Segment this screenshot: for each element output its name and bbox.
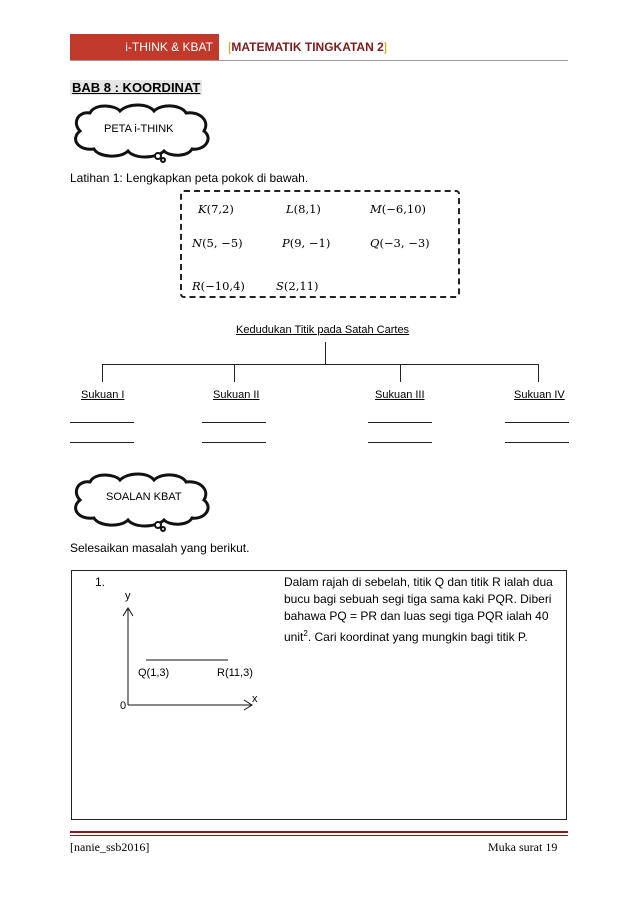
tree-branch-4 xyxy=(538,364,539,382)
branch-sukuan-3: Sukuan III xyxy=(375,389,425,401)
footer-author: [nanie_ssb2016] xyxy=(70,840,150,854)
answer-line[interactable] xyxy=(70,422,134,423)
point-l: L(8,1) xyxy=(286,202,321,216)
branch-sukuan-4: Sukuan IV xyxy=(514,389,565,401)
header-title: [MATEMATIK TINGKATAN 2] xyxy=(228,40,388,54)
tree-branch-3 xyxy=(400,364,401,382)
answer-line[interactable] xyxy=(368,422,432,423)
tree-branch-1 xyxy=(102,364,103,382)
page-number: Muka surat 19 xyxy=(488,840,558,854)
point-m: M(−6,10) xyxy=(370,202,426,216)
kbat-intro: Selesaikan masalah yang berikut. xyxy=(70,541,250,555)
axis-y-label: y xyxy=(125,590,131,602)
point-r: R(−10,4) xyxy=(192,279,245,293)
footer-divider-thin xyxy=(70,835,568,836)
answer-line[interactable] xyxy=(202,422,266,423)
answer-line[interactable] xyxy=(368,442,432,443)
branch-sukuan-2: Sukuan II xyxy=(213,389,260,401)
point-q: Q(−3, −3) xyxy=(370,236,430,250)
point-p: P(9, −1) xyxy=(282,236,331,250)
origin-label: 0 xyxy=(120,700,127,712)
point-n: N(5, −5) xyxy=(192,236,243,250)
chapter-title: BAB 8 : KOORDINAT xyxy=(72,80,201,95)
point-q-label: Q(1,3) xyxy=(138,667,170,679)
header-tag: i-THINK & KBAT xyxy=(70,34,219,60)
exercise-intro: Latihan 1: Lengkapkan peta pokok di bawah. xyxy=(70,171,309,185)
question-number: 1. xyxy=(95,575,106,589)
footer-divider xyxy=(70,831,568,833)
bubble2-label: SOALAN KBAT xyxy=(106,491,182,503)
question-text: Dalam rajah di sebelah, titik Q dan titik R ialah dua bucu bagi sebuah segi tiga sama kaki PQR. Diberi bahawa PQ = PR dan luas segi tiga PQR ialah 40 unit$^2$. Cari koordinat yang mungkin bagi titik P. xyxy=(284,575,553,644)
point-s: S(2,11) xyxy=(276,279,319,293)
answer-line[interactable] xyxy=(70,442,134,443)
tree-branch-2 xyxy=(234,364,235,382)
bubble1-label: PETA i-THINK xyxy=(104,123,174,135)
answer-line[interactable] xyxy=(505,422,569,423)
tree-root: Kedudukan Titik pada Satah Cartes xyxy=(236,324,410,336)
point-k: K(7,2) xyxy=(198,202,234,216)
answer-line[interactable] xyxy=(505,442,569,443)
point-r-label: R(11,3) xyxy=(217,667,253,679)
tree-trunk xyxy=(325,342,326,364)
tree-crossbar xyxy=(102,364,539,365)
answer-line[interactable] xyxy=(202,442,266,443)
branch-sukuan-1: Sukuan I xyxy=(81,389,125,401)
axis-x-label: x xyxy=(252,693,258,705)
header-divider xyxy=(70,60,568,61)
